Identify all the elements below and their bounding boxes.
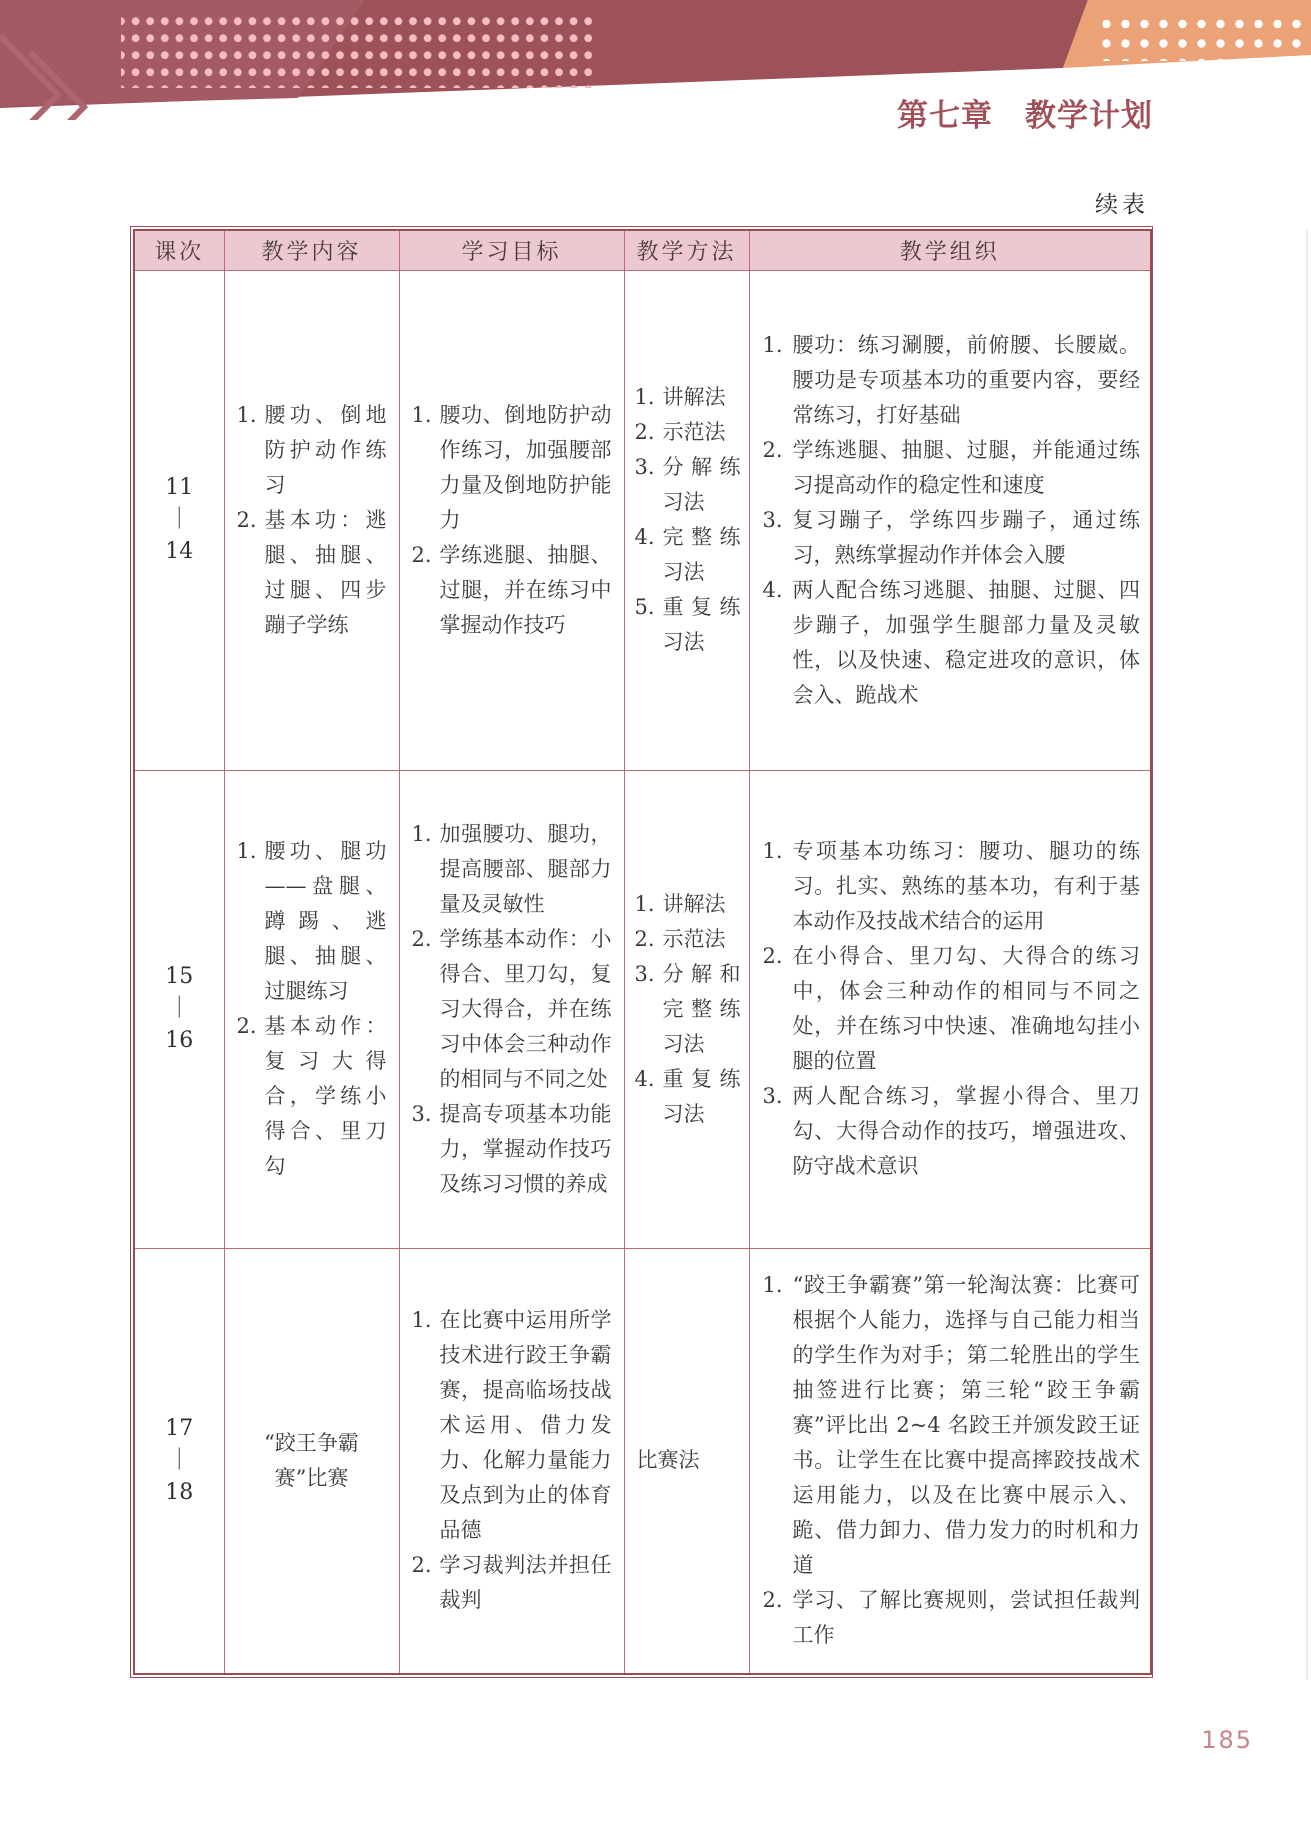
list-item bbox=[763, 939, 1141, 1079]
teaching-methods-cell bbox=[624, 270, 749, 770]
list-item bbox=[763, 834, 1141, 939]
chapter-title: 第七章 教学计划 bbox=[897, 98, 1153, 133]
column-header: 学习目标 bbox=[399, 230, 624, 270]
item-number: 2. bbox=[634, 926, 655, 951]
pink-dots-pattern bbox=[121, 8, 593, 88]
item-number: 3. bbox=[762, 507, 783, 532]
item-number: 3. bbox=[634, 961, 655, 986]
list-item bbox=[763, 573, 1141, 713]
item-text: 示范法 bbox=[662, 420, 726, 444]
lesson-plan-table bbox=[133, 229, 1152, 1675]
item-text: 重复练习法 bbox=[662, 595, 741, 654]
list-item bbox=[763, 503, 1141, 573]
list-item bbox=[763, 1268, 1141, 1583]
list-item bbox=[763, 433, 1141, 503]
item-number: 2. bbox=[411, 1553, 432, 1578]
item-number: 2. bbox=[411, 542, 432, 567]
list-item bbox=[412, 922, 612, 1097]
item-number: 1. bbox=[411, 1308, 432, 1333]
list-item bbox=[237, 398, 387, 503]
item-text: 学练逃腿、抽腿、过腿，并能通过练习提高动作的稳定性和速度 bbox=[792, 437, 1140, 497]
list-item bbox=[237, 834, 387, 1009]
teaching-organization-cell bbox=[749, 770, 1151, 1248]
list-item bbox=[635, 415, 741, 450]
list-item bbox=[635, 450, 741, 520]
lesson-start: 17 bbox=[165, 1415, 194, 1441]
lesson-start: 15 bbox=[165, 964, 194, 989]
list-item bbox=[635, 1062, 741, 1132]
list-item bbox=[412, 1303, 612, 1548]
item-number: 2. bbox=[236, 507, 257, 532]
item-number: 1. bbox=[411, 402, 432, 427]
lesson-cell bbox=[134, 270, 224, 770]
column-header: 教学组织 bbox=[749, 230, 1151, 270]
item-text: 学习裁判法并担任裁判 bbox=[439, 1553, 612, 1613]
table-wrapper bbox=[130, 226, 1153, 1678]
item-number: 2. bbox=[411, 926, 432, 951]
table-head bbox=[134, 230, 1151, 270]
item-text: 重复练习法 bbox=[662, 1066, 741, 1126]
lesson-cell bbox=[134, 770, 224, 1248]
list-item bbox=[237, 503, 387, 643]
table-continuation-note: 续表 bbox=[1095, 192, 1149, 218]
list-item bbox=[635, 957, 741, 1062]
item-text: 分解和完整练习法 bbox=[662, 961, 741, 1056]
list-item bbox=[237, 1009, 387, 1184]
item-text: 加强腰功、腿功，提高腰部、腿部力量及灵敏性 bbox=[439, 821, 612, 916]
item-number: 3. bbox=[634, 455, 655, 479]
item-text: 在小得合、里刀勾、大得合的练习中，体会三种动作的相同与不同之处，并在练习中快速、准确地勾挂小腿的位置 bbox=[792, 944, 1140, 1073]
list-item bbox=[763, 1583, 1141, 1653]
learning-objectives-cell bbox=[399, 270, 624, 770]
lesson-divider: ｜ bbox=[168, 507, 191, 532]
teaching-content-cell bbox=[224, 770, 399, 1248]
item-number: 4. bbox=[634, 1066, 655, 1091]
item-text: 在比赛中运用所学技术进行跤王争霸赛，提高临场技战术运用、借力发力、化解力量能力及点到为止的体育品德 bbox=[439, 1308, 612, 1543]
item-number: 4. bbox=[762, 577, 783, 602]
item-number: 3. bbox=[762, 1084, 783, 1108]
list-item bbox=[763, 328, 1141, 433]
list-item bbox=[635, 922, 741, 957]
teaching-methods-cell bbox=[624, 770, 749, 1248]
item-text: 示范法 bbox=[662, 926, 726, 951]
item-number: 1. bbox=[762, 332, 783, 357]
item-number: 1. bbox=[236, 839, 257, 863]
column-header: 课次 bbox=[134, 230, 224, 270]
page-number: 185 bbox=[1201, 1726, 1253, 1754]
item-number: 1. bbox=[762, 839, 783, 863]
item-text: 基本动作：复习大得合，学练小得合、里刀勾 bbox=[264, 1014, 387, 1178]
item-number: 1. bbox=[634, 385, 655, 409]
item-number: 3. bbox=[411, 1101, 432, 1126]
table-row bbox=[134, 270, 1151, 770]
lesson-end: 14 bbox=[165, 539, 194, 564]
item-text: 两人配合练习逃腿、抽腿、过腿、四步蹦子，加强学生腿部力量及灵敏性，以及快速、稳定进攻的意识，体会入、跪战术 bbox=[792, 577, 1140, 707]
item-text: 讲解法 bbox=[662, 891, 726, 916]
item-number: 1. bbox=[762, 1273, 783, 1298]
item-text: 讲解法 bbox=[662, 385, 726, 409]
lesson-end: 16 bbox=[165, 1028, 194, 1053]
item-text: 完整练习法 bbox=[662, 525, 741, 584]
item-text: 两人配合练习，掌握小得合、里刀勾、大得合动作的技巧，增强进攻、防守战术意识 bbox=[792, 1084, 1140, 1178]
list-item bbox=[412, 817, 612, 922]
learning-objectives-cell bbox=[399, 1248, 624, 1674]
item-text: “跤王争霸赛”第一轮淘汰赛：比赛可根据个人能力，选择与自己能力相当的学生作为对手；第二轮胜出的学生抽签进行比赛；第三轮“跤王争霸赛”评比出 2~4 名跤王并颁发跤王证书。让学生在比赛中提高摔跤技战术运用能力，以及在比赛中展示入、跪、借力卸力、借力发力的时机和力道 bbox=[792, 1273, 1140, 1578]
item-text: 基本功：逃腿、抽腿、过腿、四步蹦子学练 bbox=[264, 507, 387, 637]
item-number: 2. bbox=[762, 1588, 783, 1613]
teaching-content-cell bbox=[224, 1248, 399, 1674]
list-item bbox=[635, 520, 741, 590]
teaching-organization-cell bbox=[749, 1248, 1151, 1674]
teaching-content-cell bbox=[224, 270, 399, 770]
item-text: 腰功、倒地防护动作练习 bbox=[264, 402, 387, 497]
item-text: 提高专项基本功能力，掌握动作技巧及练习习惯的养成 bbox=[439, 1101, 612, 1196]
page-edge-artifact bbox=[1306, 230, 1308, 1680]
table-body bbox=[134, 270, 1151, 1674]
item-number: 2. bbox=[762, 437, 783, 462]
item-number: 4. bbox=[634, 525, 655, 549]
lesson-cell bbox=[134, 1248, 224, 1674]
text-line: 比赛法 bbox=[636, 1448, 700, 1473]
item-number: 1. bbox=[236, 402, 257, 427]
item-number: 2. bbox=[236, 1014, 257, 1038]
list-item bbox=[412, 538, 612, 643]
list-item bbox=[635, 590, 741, 660]
item-text: 复习蹦子，学练四步蹦子，通过练习，熟练掌握动作并体会入腰 bbox=[792, 507, 1140, 567]
list-item bbox=[412, 1548, 612, 1618]
lesson-divider: ｜ bbox=[168, 996, 191, 1021]
list-item bbox=[412, 1097, 612, 1202]
list-item bbox=[635, 380, 741, 415]
item-number: 2. bbox=[762, 944, 783, 968]
column-header: 教学内容 bbox=[224, 230, 399, 270]
list-item bbox=[412, 398, 612, 538]
item-number: 5. bbox=[634, 595, 655, 619]
item-number: 1. bbox=[634, 891, 655, 916]
teaching-methods-cell bbox=[624, 1248, 749, 1674]
column-header: 教学方法 bbox=[624, 230, 749, 270]
lesson-start: 11 bbox=[165, 475, 194, 500]
item-text: 腰功、腿功——盘腿、蹲踢、逃腿、抽腿、过腿练习 bbox=[264, 839, 387, 1003]
item-number: 1. bbox=[411, 821, 432, 846]
list-item bbox=[635, 887, 741, 922]
lesson-divider: ｜ bbox=[168, 1447, 191, 1473]
item-text: 专项基本功练习：腰功、腿功的练习。扎实、熟练的基本功，有利于基本动作及技战术结合的运用 bbox=[792, 839, 1140, 933]
item-text: 分解练习法 bbox=[662, 455, 741, 514]
item-text: 腰功、倒地防护动作练习，加强腰部力量及倒地防护能力 bbox=[439, 402, 612, 532]
table-row bbox=[134, 770, 1151, 1248]
header-row bbox=[134, 230, 1151, 270]
item-text: 学习、了解比赛规则，尝试担任裁判工作 bbox=[792, 1588, 1140, 1648]
item-text: 学练逃腿、抽腿、过腿，并在练习中掌握动作技巧 bbox=[439, 542, 612, 637]
white-dots-pattern bbox=[1097, 9, 1311, 61]
list-item bbox=[763, 1079, 1141, 1184]
item-text: 学练基本动作：小得合、里刀勾，复习大得合，并在练习中体会三种动作的相同与不同之处 bbox=[439, 926, 612, 1091]
lesson-end: 18 bbox=[165, 1479, 194, 1505]
text-line: “跤王争霸赛”比赛 bbox=[264, 1430, 359, 1490]
teaching-organization-cell bbox=[749, 270, 1151, 770]
item-number: 2. bbox=[634, 420, 655, 444]
item-text: 腰功：练习涮腰，前俯腰、长腰崴。腰功是专项基本功的重要内容，要经常练习，打好基础 bbox=[792, 332, 1140, 427]
learning-objectives-cell bbox=[399, 770, 624, 1248]
table-row bbox=[134, 1248, 1151, 1674]
